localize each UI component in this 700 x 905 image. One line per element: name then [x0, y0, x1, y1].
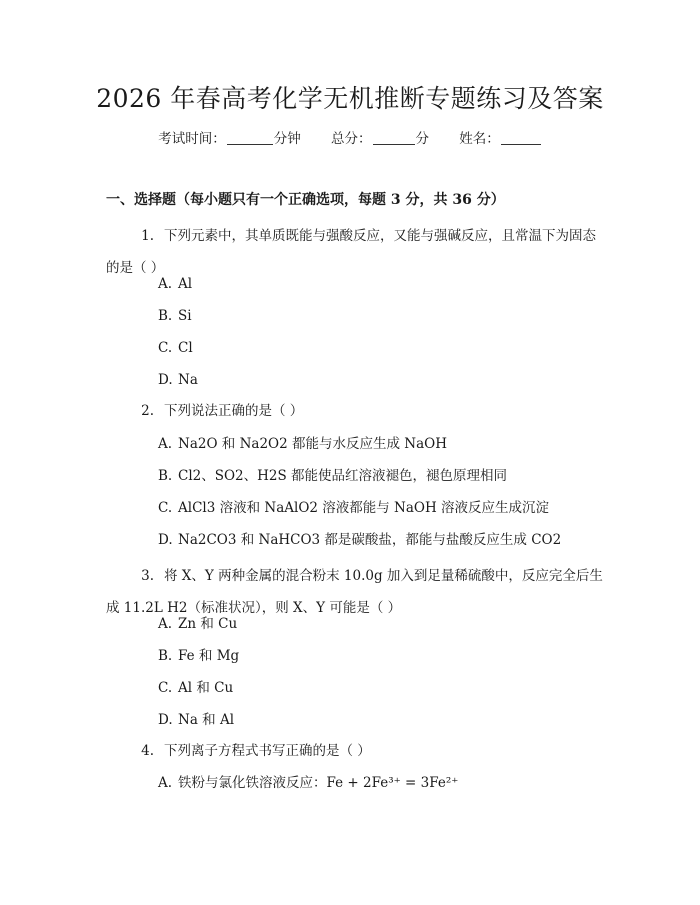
option-2d [158, 529, 561, 551]
option-letter: C. [158, 340, 173, 356]
option-text: Fe 和 Mg [178, 648, 240, 664]
option-letter: C. [158, 680, 173, 696]
exam-meta-line [0, 128, 700, 150]
question-number: 2. [141, 403, 154, 419]
option-letter: A. [158, 276, 173, 292]
option-text: Al 和 Cu [178, 680, 234, 696]
question-text: 下列离子方程式书写正确的是（ ） [164, 743, 371, 759]
question-number: 1. [141, 228, 154, 244]
option-letter: D. [158, 372, 173, 388]
option-3d [158, 709, 234, 731]
option-1a [158, 273, 192, 295]
question-number: 4. [141, 743, 154, 759]
option-letter: B. [158, 648, 173, 664]
option-letter: A. [158, 775, 173, 791]
option-text: Na 和 Al [178, 712, 235, 728]
option-letter: D. [158, 532, 173, 548]
option-letter: B. [158, 308, 173, 324]
name-label: 姓名： [459, 131, 500, 147]
exam-time-unit: 分钟 [273, 131, 301, 147]
option-2c [158, 497, 549, 519]
option-4a [158, 772, 458, 794]
total-score-unit: 分 [415, 131, 429, 147]
option-1b [158, 305, 192, 327]
option-1c [158, 337, 193, 359]
option-text: Na2O 和 Na2O2 都能与水反应生成 NaOH [178, 436, 447, 452]
question-2 [106, 395, 614, 427]
option-letter: A. [158, 616, 173, 632]
option-letter: B. [158, 468, 173, 484]
exam-time-label: 考试时间： [158, 131, 226, 147]
option-text: Na2CO3 和 NaHCO3 都是碳酸盐，都能与盐酸反应生成 CO2 [178, 532, 562, 548]
question-text: 下列说法正确的是（ ） [164, 403, 304, 419]
option-letter: A. [158, 436, 173, 452]
question-number: 3. [141, 568, 154, 584]
option-text: Cl [178, 340, 193, 356]
total-score-blank [373, 130, 415, 145]
option-letter: D. [158, 712, 173, 728]
option-text: 铁粉与氯化铁溶液反应：Fe + 2Fe³⁺ = 3Fe²⁺ [178, 775, 459, 791]
option-text: Si [178, 308, 192, 324]
option-text: Na [178, 372, 198, 388]
question-4 [106, 735, 614, 767]
total-score-label: 总分： [331, 131, 372, 147]
question-text-continued: 成 11.2L H2（标准状况），则 X、Y 可能是（ ） [106, 600, 402, 616]
question-text: 下列元素中，其单质既能与强酸反应，又能与强碱反应，且常温下为固态 [164, 228, 596, 244]
question-text-continued: 的是（ ） [106, 260, 165, 276]
exam-time-blank [227, 130, 273, 145]
option-2a [158, 433, 447, 455]
option-3a [158, 613, 237, 635]
option-2b [158, 465, 507, 487]
option-3c [158, 677, 233, 699]
total-score-field [331, 128, 429, 150]
option-1d [158, 369, 198, 391]
name-blank [501, 130, 541, 145]
option-letter: C. [158, 500, 173, 516]
option-text: Cl2、SO2、H2S 都能使品红溶液褪色，褪色原理相同 [178, 468, 508, 484]
page-title: 2026 年春高考化学无机推断专题练习及答案 [96, 84, 604, 113]
option-text: AlCl3 溶液和 NaAlO2 溶液都能与 NaOH 溶液反应生成沉淀 [178, 500, 550, 516]
option-3b [158, 645, 239, 667]
section-heading: 一、选择题（每小题只有一个正确选项，每题 3 分，共 36 分） [106, 192, 505, 208]
option-text: Zn 和 Cu [178, 616, 238, 632]
option-text: Al [178, 276, 193, 292]
name-field [459, 128, 542, 150]
question-text: 将 X、Y 两种金属的混合粉末 10.0g 加入到足量稀硫酸中，反应完全后生 [164, 568, 603, 584]
exam-time-field [158, 128, 301, 150]
